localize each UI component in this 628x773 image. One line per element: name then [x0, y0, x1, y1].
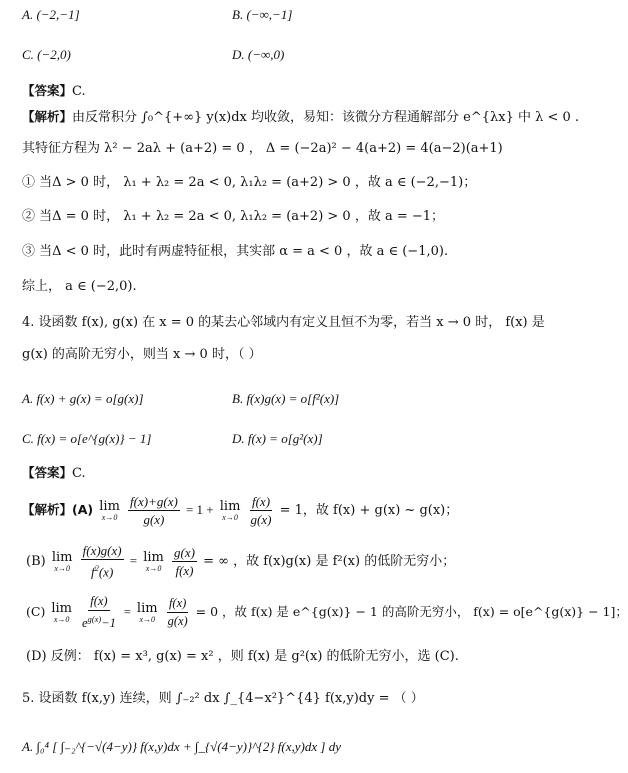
- q4-stem-line-1: 4. 设函数 f(x), g(x) 在 x = 0 的某去心邻域内有定义且恒不为零，若当 x → 0 时， f(x) 是: [22, 315, 545, 330]
- q3-option-b: B. (−∞,−1]: [232, 7, 293, 22]
- case-label: (B): [26, 554, 46, 569]
- q4-solution-a: 【解析】(A) lim x→0 $\frac{f(x)+g(x)}{g(x)}$ = 1 + lim x→0 $\frac{f(x)}{g(x)}$ = 1，故 f(x) + g(x) ~ g(x)；: [22, 494, 459, 527]
- limit-operator: lim x→0: [219, 498, 241, 522]
- limit-operator: lim x→0: [136, 600, 158, 624]
- q4-answer: [22, 464, 86, 483]
- answer-tag: 【答案】: [22, 83, 73, 98]
- case-label: (C): [26, 604, 46, 619]
- solution-text: 由反常积分 ∫₀^{+∞} y(x)dx 均收敛，易知：该微分方程通解部分 e^{λx} 中 λ < 0 .: [72, 110, 580, 125]
- q3-case-3: ③ 当Δ < 0 时，此时有两虚特征根，其实部 α = a < 0 ，故 a ∈ (−1,0).: [22, 244, 449, 259]
- q4-option-a: A. f(x) + g(x) = o[g(x)]: [22, 391, 144, 406]
- q3-case-1: ① 当Δ > 0 时， λ₁ + λ₂ = 2a < 0, λ₁λ₂ = (a+2) > 0 ，故 a ∈ (−2,−1)；: [22, 175, 477, 190]
- fraction: $\frac{f(x)g(x)}{f^2(x)}$: [82, 543, 122, 580]
- answer-value: C.: [72, 84, 86, 99]
- q3-solution-line-1: [22, 108, 579, 127]
- q3-option-c: C. (−2,0): [22, 47, 71, 62]
- limit-operator: lim x→0: [99, 498, 120, 522]
- q3-solution-line-2: 其特征方程为 λ² − 2aλ + (a+2) = 0 ， Δ = (−2a)² − 4(a+2) = 4(a−2)(a+1): [22, 141, 503, 156]
- q5-option-a: A. ∫₀⁴ [ ∫₋₂^{−√(4−y)} f(x,y)dx + ∫_{√(4−y)}^{2} f(x,y)dx ] dy: [22, 739, 341, 754]
- answer-value: C.: [72, 466, 86, 481]
- fraction: $\frac{f(x)}{g(x)}$: [167, 596, 188, 628]
- q3-summary: 综上， a ∈ (−2,0).: [22, 279, 137, 294]
- limit-operator: lim x→0: [51, 600, 72, 624]
- q4-option-d: D. f(x) = o[g²(x)]: [232, 431, 323, 446]
- q3-answer: [22, 82, 86, 101]
- answer-tag: 【答案】: [22, 465, 73, 480]
- q3-option-a: A. (−2,−1]: [22, 7, 80, 22]
- q4-option-c: C. f(x) = o[e^{g(x)} − 1]: [22, 431, 152, 446]
- q3-option-d: D. (−∞,0): [232, 47, 285, 62]
- limit-operator: lim x→0: [143, 549, 164, 573]
- fraction: $\frac{f(x)}{e^{g(x)}-1}$: [81, 593, 116, 631]
- q4-solution-b: (B) lim x→0 $\frac{f(x)g(x)}{f^2(x)}$ = lim x→0 $\frac{g(x)}{f(x)}$ = ∞ ，故 f(x)g(x) 是 f²(x) 的低阶无穷小；: [26, 543, 456, 580]
- limit-operator: lim x→0: [51, 549, 73, 573]
- solution-tag: 【解析】(A): [22, 502, 94, 517]
- fraction: $\frac{f(x)}{g(x)}$: [250, 494, 272, 527]
- solution-tag: 【解析】: [22, 109, 73, 124]
- q5-stem: 5. 设函数 f(x,y) 连续，则 ∫₋₂² dx ∫_{4−x²}^{4} f(x,y)dy = （ ）: [22, 691, 424, 706]
- fraction: $\frac{g(x)}{f(x)}$: [174, 545, 195, 578]
- solution-tail: = 1，故 f(x) + g(x) ~ g(x)；: [279, 503, 459, 518]
- fraction: $\frac{f(x)+g(x)}{g(x)}$: [130, 494, 178, 527]
- q4-solution-d: (D) 反例： f(x) = x³, g(x) = x² ，则 f(x) 是 g²(x) 的低阶无穷小，选 (C).: [26, 649, 459, 664]
- solution-tail: = ∞ ，故 f(x)g(x) 是 f²(x) 的低阶无穷小；: [203, 554, 456, 569]
- q3-case-2: ② 当Δ = 0 时， λ₁ + λ₂ = 2a < 0, λ₁λ₂ = (a+2) > 0 ，故 a = −1；: [22, 209, 445, 224]
- q4-solution-c: (C) lim x→0 $\frac{f(x)}{e^{g(x)}-1}$ = lim x→0 $\frac{f(x)}{g(x)}$ = 0 ，故 f(x) 是 e^{g(x)} − 1 的高阶无穷小， f(x) = o[e^{g(x)} − 1]；: [26, 593, 628, 631]
- q4-option-b: B. f(x)g(x) = o[f²(x)]: [232, 391, 340, 406]
- q4-stem-line-2: g(x) 的高阶无穷小，则当 x → 0 时，（ ）: [22, 347, 262, 362]
- solution-tail: = 0 ，故 f(x) 是 e^{g(x)} − 1 的高阶无穷小， f(x) = o[e^{g(x)} − 1]；: [195, 604, 628, 619]
